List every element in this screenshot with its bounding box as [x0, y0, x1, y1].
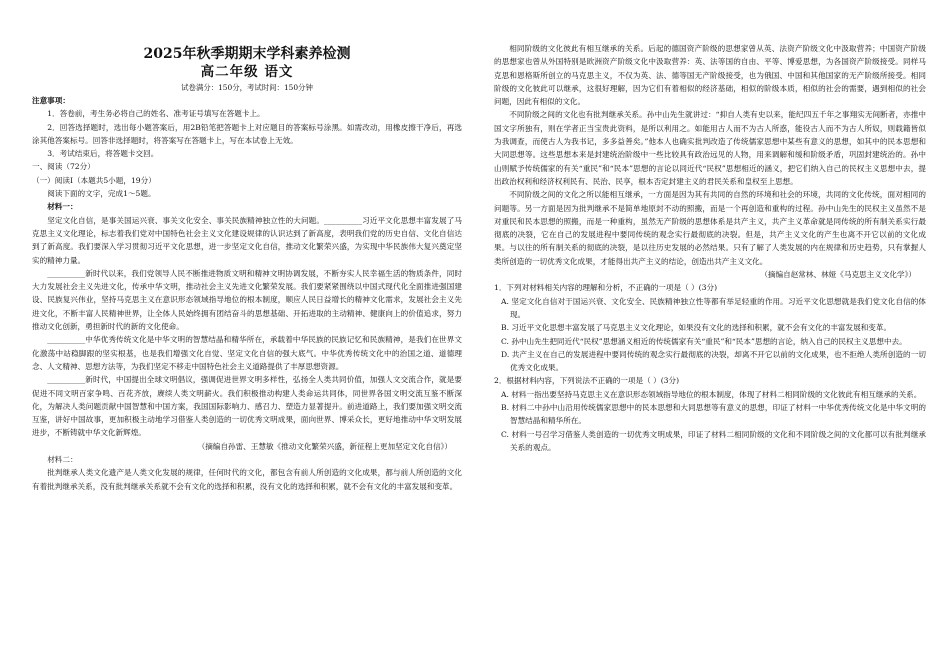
- material-label: 材料一：: [47, 202, 78, 212]
- notice-heading: 注意事项：: [32, 96, 70, 105]
- material2-paragraph: 不同阶级之间的文化也有批判继承关系。孙中山先生就讲过：“抑自人类有史以来，能纪四五千年之事翔实无间断者，亦推中国文字所独有，则在学者正当宝贵此资料，是所以利用之。如能用古人而不为古人所惑，能役古人而不为古人所奴，则载籍皆似为我调查，而使古人为我书记，多多益善矣。”他本人也确实批判改造了传统儒家思想中某些有意义的思想，如其中的民本思想和大同思想等。这些思想本来是封建统治阶级中一些比较具有政治远见的人物，用来调解和缓和阶级矛盾，巩固封建统治的。孙中山则赋予传统儒家的有关“重民”和“民本”思想的言论以同近代“民权”思想相近的涵义，把它们纳入自己的民权主义思想中去，提出政治权利和经济权利民有、民治、民享，根本否定封建主义的君民关系和皇权至上思想。: [494, 110, 926, 186]
- instruction: 阅读下面的文字，完成1～5题。: [47, 189, 156, 199]
- material2-source: （摘编自赵常林、林娅《马克思主义文化学》）: [760, 270, 916, 280]
- question-option: A. 坚定文化自信对于国运兴衰、文化安全、民族精神独立性等都有举足轻重的作用。习近平文化思想就是我们党文化自信的体现。: [501, 296, 926, 319]
- material-label: 材料二：: [47, 455, 78, 465]
- question-option: C. 材料一号召学习借鉴人类创造的一切优秀文明成果，印证了材料二相同阶级的文化和不同阶级之间的文化都可以有批判继承关系的观点。: [501, 429, 926, 452]
- question-stem: 1．下列对材料相关内容的理解和分析，不正确的一项是（ ）(3分): [494, 283, 718, 293]
- material2-paragraph: 不同阶级之间的文化之所以能相互继承，一方面是因为其有共同的自然的环境和社会的环境，共同的文化传统，面对相同的问题等。另一方面是因为批判继承不是简单地原封不动的照搬，而是一个再创造和重构的过程。孙中山先生的民权主义虽然不是对重民和民本思想的照搬，而是一种重构，虽然无产阶级的思想体系是共产主义，共产主义革命就是同传统的所有制关系实行最彻底的决裂，它在自己的发展进程中要同传统的观念实行最彻底的决裂。但是，共产主义文化的产生也离不开它以前的文化成果。与以往的所有制关系的彻底的决裂，是以往历史发展的必然结果。只有了解了人类发展的内在规律和历史趋势，只有掌握人类所创造的一切优秀文化成果，才能得出共产主义的结论，创造出共产主义文化。: [494, 190, 926, 266]
- question-option: B. 习近平文化思想丰富发展了马克思主义文化理论，如果没有文化的选择和积累，就不会有文化的丰富发展和变革。: [501, 323, 892, 333]
- subsection-heading: （一）阅读Ⅰ（本题共5小题，19分）: [32, 175, 156, 185]
- exam-meta: 试卷满分：150分，考试时间：150分钟: [181, 83, 313, 92]
- material1-paragraph: __________中华优秀传统文化是中华文明的智慧结晶和精华所在，承载着中华民族的民族记忆和民族精神，是我们在世界文化激荡中站稳脚跟的坚实根基，也是我们增强文化自觉、坚定文化自信的强大底气。中华优秀传统文化中的治国之道、道德理念、人文精神、思想方法等，为我们坚定不移走中国特色社会主义道路提供了丰厚思想资源。: [32, 335, 462, 371]
- right-column: [494, 0, 926, 659]
- material2-paragraph: 批判继承人类文化遗产是人类文化发展的规律，任何时代的文化，都包含有前人所创造的文化成果，都与前人所创造的文化有着批判继承关系，没有批判继承关系就不会有文化的选择和积累，没有文化的选择和积累，就不会有文化的丰富发展和变革。: [32, 468, 462, 491]
- left-column: [32, 0, 462, 659]
- notice-item: 1．答卷前，考生务必将自己的姓名、准考证号填写在答题卡上。: [47, 109, 265, 119]
- material1-source: （摘编自孙雷、王慧敏《推动文化繁荣兴盛，新征程上更加坚定文化自信》）: [197, 441, 452, 451]
- question-option: B. 材料二中孙中山沿用传统儒家思想中的民本思想和大同思想等有意义的思想，印证了材料一中华优秀传统文化是中华文明的智慧结晶和精华所在。: [501, 403, 926, 426]
- question-option: D. 共产主义在自己的发展进程中要同传统的观念实行最彻底的决裂，却离不开它以前的文化成果，也不拒绝人类所创造的一切优秀文化成果。: [501, 349, 926, 373]
- material1-paragraph: 坚定文化自信，是事关国运兴衰、事关文化安全、事关民族精神独立性的大问题。__________习近平文化思想丰富发展了马克思主义文化理论，标志着我们党对中国特色社会主义文化建设规律的认识达到了新高度，表明我们党的历史自信、文化自信达到了新高度。我们要深入学习贯彻习近平文化思想，进一步坚定文化自信，推动文化繁荣兴盛，为实现中华民族伟大复兴奠定坚实的精神力量。: [32, 215, 462, 265]
- exam-title: 2025年秋季期期末学科素养检测: [143, 46, 351, 62]
- exam-subtitle: 高二年级 语文: [200, 64, 294, 80]
- notice-item: 2．回答选择题时，选出每小题答案后，用2B铅笔把答题卡上对应题目的答案标号涂黑。如需改动，用橡皮擦干净后，再选涂其他答案标号。回答非选择题时，将答案写在答题卡上，写在本试卷上无效。: [32, 122, 462, 145]
- section-heading: 一、阅读（72分）: [32, 162, 95, 172]
- question-option: C. 孙中山先生把同近代“民权”思想涵义相近的传统儒家有关“重民”和“民本”思想的言论，纳入自己的民权主义思想中去。: [501, 336, 907, 346]
- material1-paragraph: __________新时代，中国提出全球文明倡议，强调促进世界文明多样性，弘扬全人类共同价值，加强人文交流合作，就是要促进不同文明百家争鸣、百花齐放，赓续人类文明薪火。我们积极推动构建人类命运共同体，同世界各国文明交流互鉴不断深化，为解决人类问题贡献中国智慧和中国方案，我国国际影响力、感召力、塑造力显著提升。前进道路上，我们要加强文明交流互鉴，讲好中国故事，更加积极主动地学习借鉴人类创造的一切优秀文明成果，面向世界、博采众长，更好地推动中华文明发展进步，不断铸就中华文化新辉煌。: [32, 375, 462, 438]
- material2-paragraph: 相同阶级的文化彼此有相互继承的关系。后起的德国资产阶级的思想家曾从英、法资产阶级文化中汲取营养；中国资产阶级的思想家也曾从外国特别是欧洲资产阶级文化中汲取营养：英、法等国的自由、平等、博爱思想，为各国资产阶级接受。同样马克思和恩格斯所创立的马克思主义，不仅为英、法、德等国无产阶级接受，也为俄国、中国和其他国家的无产阶级所接受。相同阶级的文化彼此可以继承，这很好理解，因为它们有着相似的经济基础，相似的阶级本质，相似的社会的需要，遇到相似的社会问题，因此有相似的文化。: [494, 44, 926, 107]
- notice-item: 3．考试结束后，将答题卡交回。: [47, 149, 159, 159]
- question-option: A. 材料一指出要坚持马克思主义在意识形态领域指导地位的根本制度，体现了材料二相同阶级的文化彼此有相互继承的关系。: [501, 389, 922, 399]
- material1-paragraph: __________新时代以来，我们党领导人民不断推进物质文明和精神文明协调发展，不断夯实人民幸福生活的物质条件，同时大力发展社会主义先进文化，传承中华文明，推动社会主义先进文化繁荣发展。我们要紧紧围绕以中国式现代化全面推进强国建设、民族复兴伟业，坚持马克思主义在意识形态领域指导地位的根本制度，顺应人民日益增长的精神文化需求，发展社会主义先进文化，不断丰富人民精神世界，让全体人民始终拥有团结奋斗的思想基础、开拓进取的主动精神、健康向上的价值追求，努力推动文化创新，勇担新时代的新的文化使命。: [32, 268, 462, 332]
- question-stem: 2．根据材料内容，下列说法不正确的一项是（ ）(3分): [494, 376, 680, 386]
